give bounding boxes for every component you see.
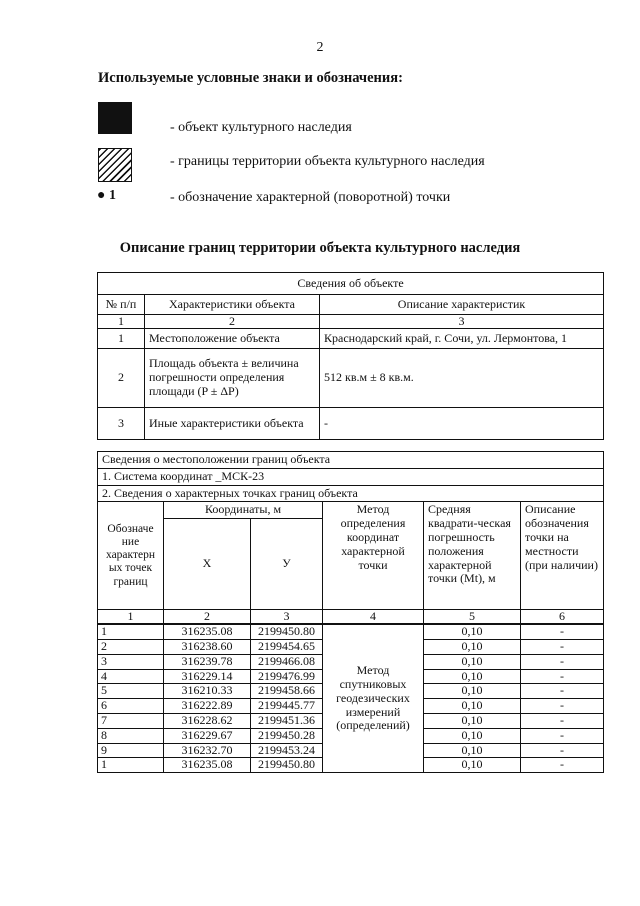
point-y: 2199476.99 (251, 669, 323, 684)
point-y: 2199458.66 (251, 684, 323, 699)
point-error: 0,10 (424, 728, 521, 743)
col-number: 3 (251, 610, 323, 625)
col-number: 4 (323, 610, 424, 625)
point-error: 0,10 (424, 699, 521, 714)
col-number: 5 (424, 610, 521, 625)
row-characteristic: Иные характеристики объекта (145, 408, 320, 440)
col-number: 2 (164, 610, 251, 625)
table-row (98, 349, 604, 408)
row-value: 512 кв.м ± 8 кв.м. (320, 349, 604, 408)
point-x: 316229.14 (164, 669, 251, 684)
row-value: - (320, 408, 604, 440)
point-y: 2199445.77 (251, 699, 323, 714)
col-number: 1 (98, 610, 164, 625)
points-info-line: 2. Сведения о характерных точках границ объекта (98, 485, 604, 502)
row-number: 2 (98, 349, 145, 408)
legend-item-object: - объект культурного наследия (170, 120, 352, 135)
point-desc: - (521, 654, 604, 669)
row-value: Краснодарский край, г. Сочи, ул. Лермонтова, 1 (320, 329, 604, 349)
point-error: 0,10 (424, 669, 521, 684)
col-header-y: У (251, 519, 323, 610)
point-error: 0,10 (424, 654, 521, 669)
point-error: 0,10 (424, 758, 521, 773)
point-error: 0,10 (424, 624, 521, 639)
legend-item-boundary: - границы территории объекта культурного наследия (170, 154, 485, 169)
point-y: 2199450.80 (251, 758, 323, 773)
row-number: 1 (98, 329, 145, 349)
point-id: 1 (98, 624, 164, 639)
col-header-number: № п/п (98, 295, 145, 315)
col-number: 6 (521, 610, 604, 625)
point-y: 2199450.28 (251, 728, 323, 743)
point-error: 0,10 (424, 639, 521, 654)
col-header-characteristic: Характеристики объекта (145, 295, 320, 315)
point-error: 0,10 (424, 743, 521, 758)
col-header-method: Метод определения координат характерной точки (323, 502, 424, 610)
point-marker-icon: ● 1 (97, 188, 116, 203)
point-desc: - (521, 624, 604, 639)
point-id: 3 (98, 654, 164, 669)
col-header-desc: Описание обозначения точки на местности (при наличии) (521, 502, 604, 610)
point-y: 2199454.65 (251, 639, 323, 654)
col-header-point: Обозначе ние характерн ых точек границ (98, 502, 164, 610)
col-number: 1 (98, 315, 145, 329)
point-x: 316232.70 (164, 743, 251, 758)
row-characteristic: Местоположение объекта (145, 329, 320, 349)
point-y: 2199453.24 (251, 743, 323, 758)
point-id: 9 (98, 743, 164, 758)
col-number: 3 (320, 315, 604, 329)
table-row (98, 408, 604, 440)
boundary-points-table (97, 451, 604, 773)
hatched-square-icon (98, 148, 132, 182)
black-square-icon (98, 102, 132, 134)
row-characteristic: Площадь объекта ± величина погрешности определения площади (P ± ΔP) (145, 349, 320, 408)
table-row (98, 624, 604, 639)
row-number: 3 (98, 408, 145, 440)
point-id: 7 (98, 713, 164, 728)
section-title: Описание границ территории объекта культурного наследия (119, 240, 521, 256)
point-y: 2199450.80 (251, 624, 323, 639)
point-desc: - (521, 699, 604, 714)
col-header-x: X (164, 519, 251, 610)
legend-title: Используемые условные знаки и обозначения: (98, 70, 403, 86)
table-row (98, 329, 604, 349)
point-id: 4 (98, 669, 164, 684)
point-x: 316239.78 (164, 654, 251, 669)
point-desc: - (521, 713, 604, 728)
point-y: 2199466.08 (251, 654, 323, 669)
point-id: 2 (98, 639, 164, 654)
point-x: 316228.62 (164, 713, 251, 728)
boundary-info-header: Сведения о местоположении границ объекта (98, 452, 604, 469)
point-desc: - (521, 743, 604, 758)
point-desc: - (521, 728, 604, 743)
point-desc: - (521, 758, 604, 773)
point-y: 2199451.36 (251, 713, 323, 728)
point-id: 5 (98, 684, 164, 699)
point-error: 0,10 (424, 684, 521, 699)
coordinate-system-line: 1. Система координат _МСК-23 (98, 468, 604, 485)
page-number: 2 (316, 40, 324, 55)
point-id: 1 (98, 758, 164, 773)
col-header-description: Описание характеристик (320, 295, 604, 315)
point-id: 8 (98, 728, 164, 743)
col-header-error: Средняя квадрати-ческая погрешность положения характерной точки (Mt), м (424, 502, 521, 610)
point-id: 6 (98, 699, 164, 714)
point-x: 316222.89 (164, 699, 251, 714)
legend-item-point: - обозначение характерной (поворотной) точки (170, 190, 451, 205)
method-cell: Метод спутниковых геодезических измерений (определений) (323, 624, 424, 772)
point-desc: - (521, 669, 604, 684)
point-x: 316229.67 (164, 728, 251, 743)
point-x: 316238.60 (164, 639, 251, 654)
point-error: 0,10 (424, 713, 521, 728)
point-desc: - (521, 639, 604, 654)
col-number: 2 (145, 315, 320, 329)
col-header-coords: Координаты, м (164, 502, 323, 519)
point-x: 316235.08 (164, 624, 251, 639)
point-x: 316235.08 (164, 758, 251, 773)
object-info-table (97, 272, 604, 440)
point-x: 316210.33 (164, 684, 251, 699)
object-info-header: Сведения об объекте (98, 273, 604, 295)
point-desc: - (521, 684, 604, 699)
